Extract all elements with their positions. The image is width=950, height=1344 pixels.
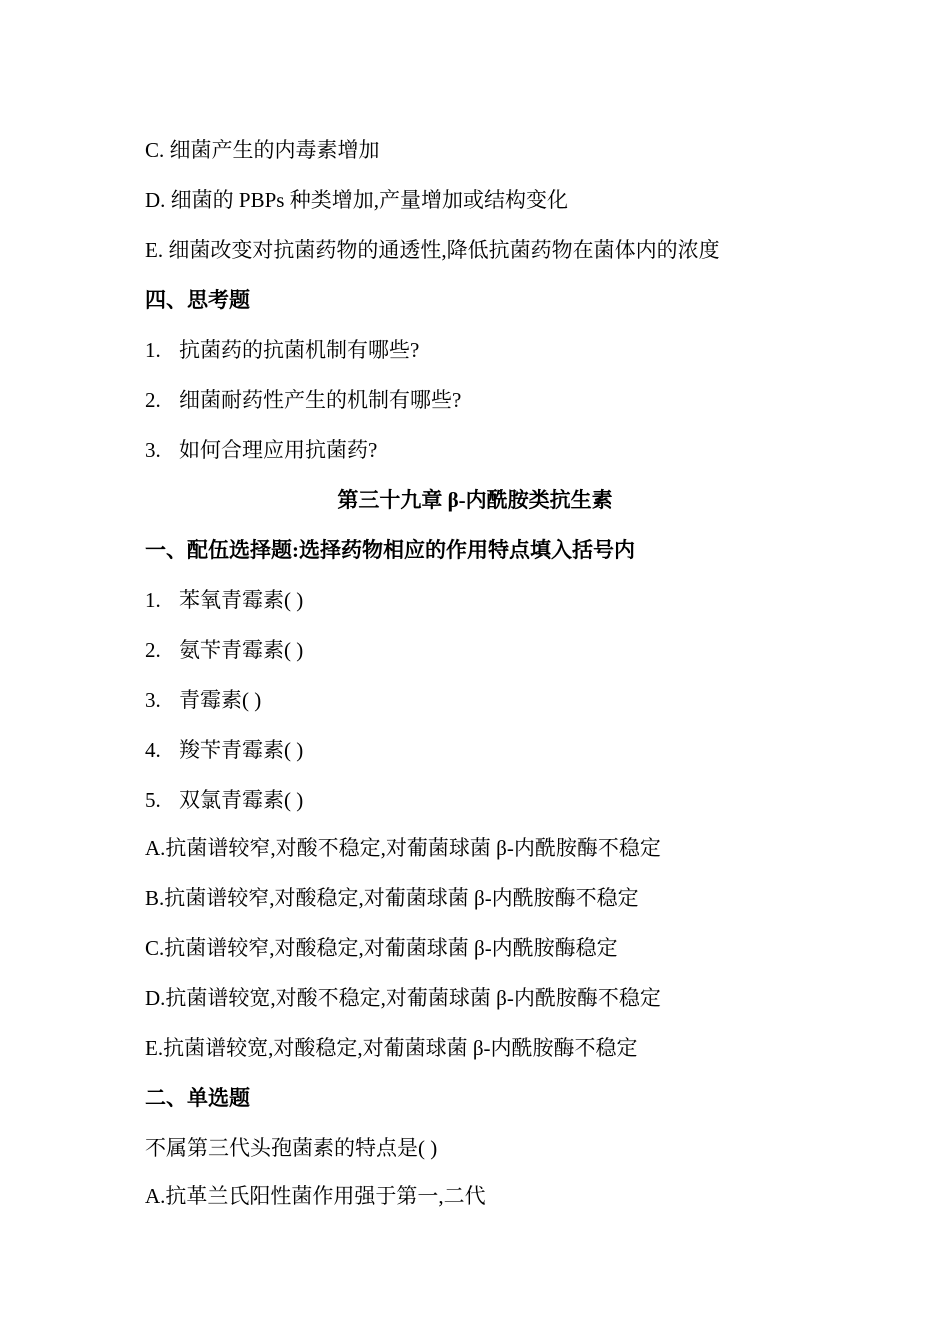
matching-item-4 [145,736,303,764]
item-text: 苯氧青霉素( ) [179,588,304,612]
item-number: 2. [145,638,161,662]
chapter-title: 第三十九章 β-内酰胺类抗生素 [337,488,613,512]
question-number: 3. [145,438,161,462]
question-3 [145,436,377,464]
question-number: 2. [145,388,161,412]
matching-option-d: D.抗菌谱较宽,对酸不稳定,对葡菌球菌 β-内酰胺酶不稳定 [145,986,661,1010]
option-d-prev: D. 细菌的 PBPs 种类增加,产量增加或结构变化 [145,188,568,212]
question-2 [145,386,461,414]
item-text: 双氯青霉素( ) [179,788,304,812]
question-text: 如何合理应用抗菌药? [179,438,378,462]
section-heading-matching: 一、配伍选择题:选择药物相应的作用特点填入括号内 [145,538,635,562]
matching-item-5 [145,786,303,814]
matching-option-a: A.抗菌谱较窄,对酸不稳定,对葡菌球菌 β-内酰胺酶不稳定 [145,836,661,860]
question-1 [145,336,419,364]
matching-item-1 [145,586,303,614]
item-number: 1. [145,588,161,612]
matching-item-3 [145,686,261,714]
item-number: 3. [145,688,161,712]
matching-option-b: B.抗菌谱较窄,对酸稳定,对葡菌球菌 β-内酰胺酶不稳定 [145,886,639,910]
item-number: 5. [145,788,161,812]
question-text: 细菌耐药性产生的机制有哪些? [179,388,462,412]
question-number: 1. [145,338,161,362]
question-text: 抗菌药的抗菌机制有哪些? [179,338,420,362]
single-question: 不属第三代头孢菌素的特点是( ) [145,1136,438,1160]
item-text: 氨苄青霉素( ) [179,638,304,662]
section-heading-thinking: 四、思考题 [145,288,250,312]
item-number: 4. [145,738,161,762]
option-e-prev: E. 细菌改变对抗菌药物的通透性,降低抗菌药物在菌体内的浓度 [145,238,720,262]
matching-option-c: C.抗菌谱较窄,对酸稳定,对葡菌球菌 β-内酰胺酶稳定 [145,936,618,960]
item-text: 青霉素( ) [179,688,262,712]
matching-item-2 [145,636,303,664]
single-option-a: A.抗革兰氏阳性菌作用强于第一,二代 [145,1184,486,1208]
section-heading-single: 二、单选题 [145,1086,250,1110]
matching-option-e: E.抗菌谱较宽,对酸稳定,对葡菌球菌 β-内酰胺酶不稳定 [145,1036,638,1060]
item-text: 羧苄青霉素( ) [179,738,304,762]
option-c-prev: C. 细菌产生的内毒素增加 [145,138,380,162]
